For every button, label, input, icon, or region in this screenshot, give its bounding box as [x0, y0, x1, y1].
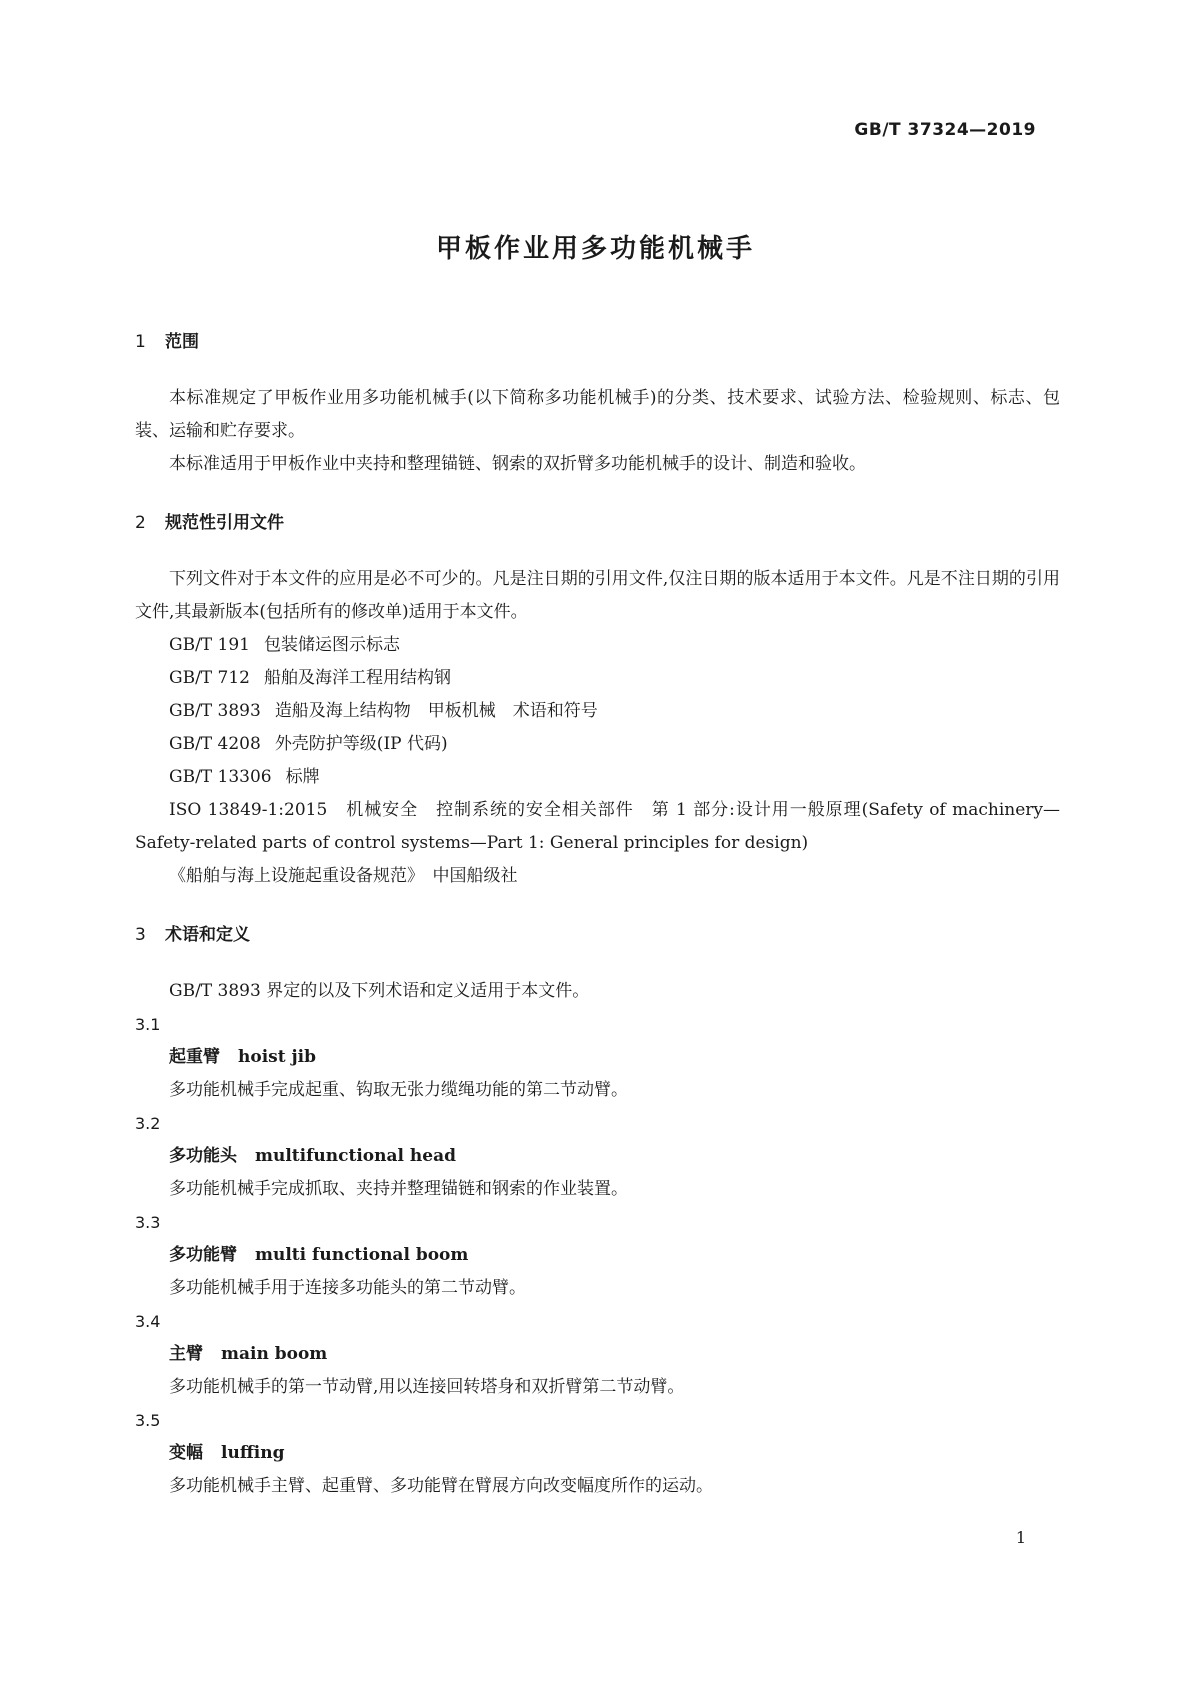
reference-code: GB/T 712 — [169, 668, 250, 688]
term-entry — [135, 1008, 1060, 1107]
term-entry — [135, 1305, 1060, 1404]
term-zh: 多功能臂 — [169, 1245, 237, 1265]
term-zh: 变幅 — [169, 1443, 203, 1463]
section-title: 范围 — [165, 332, 199, 352]
term-entry — [135, 1404, 1060, 1503]
section-title: 规范性引用文件 — [165, 513, 284, 533]
reference-code: GB/T 4208 — [169, 734, 261, 754]
reference-ccs: 《船舶与海上设施起重设备规范》 中国船级社 — [169, 866, 518, 886]
term-name — [135, 1437, 1060, 1470]
term-definition: 多功能机械手完成起重、钩取无张力缆绳功能的第二节动臂。 — [169, 1080, 628, 1100]
section-heading-scope — [135, 330, 1060, 354]
section-title: 术语和定义 — [165, 925, 250, 945]
reference-title: 标牌 — [285, 767, 320, 787]
scope-paragraph-2: 本标准适用于甲板作业中夹持和整理锚链、钢索的双折臂多功能机械手的设计、制造和验收。 — [169, 454, 866, 474]
section-number: 2 — [135, 513, 146, 533]
term-zh: 多功能头 — [169, 1146, 237, 1166]
term-number: 3.2 — [135, 1114, 161, 1133]
page-number: 1 — [1015, 1528, 1026, 1547]
reference-title: 包装储运图示标志 — [264, 635, 400, 655]
term-name — [135, 1140, 1060, 1173]
reference-item — [135, 761, 1060, 794]
section-number: 3 — [135, 925, 146, 945]
section-heading-normative — [135, 511, 1060, 535]
term-zh: 主臂 — [169, 1344, 203, 1364]
section-heading-terms — [135, 923, 1060, 947]
term-number: 3.5 — [135, 1411, 161, 1430]
document-body — [135, 330, 1060, 1503]
term-entry — [135, 1206, 1060, 1305]
term-definition: 多功能机械手用于连接多功能头的第二节动臂。 — [169, 1278, 526, 1298]
reference-iso: ISO 13849-1:2015 机械安全 控制系统的安全相关部件 第 1 部分:设计用一般原理(Safety of machinery—Safety-related parts of control systems—Part 1: General principles for design) — [135, 800, 1060, 853]
term-number: 3.3 — [135, 1213, 161, 1232]
reference-code: GB/T 191 — [169, 635, 250, 655]
term-entry — [135, 1107, 1060, 1206]
reference-item — [135, 629, 1060, 662]
standard-code: GB/T 37324—2019 — [854, 120, 1036, 140]
term-definition: 多功能机械手完成抓取、夹持并整理锚链和钢索的作业装置。 — [169, 1179, 628, 1199]
reference-code: GB/T 3893 — [169, 701, 261, 721]
term-en: hoist jib — [238, 1047, 316, 1067]
term-zh: 起重臂 — [169, 1047, 220, 1067]
normative-intro: 下列文件对于本文件的应用是必不可少的。凡是注日期的引用文件,仅注日期的版本适用于本文件。凡是不注日期的引用文件,其最新版本(包括所有的修改单)适用于本文件。 — [135, 569, 1060, 622]
term-definition: 多功能机械手主臂、起重臂、多功能臂在臂展方向改变幅度所作的运动。 — [169, 1476, 713, 1496]
term-en: luffing — [221, 1443, 285, 1463]
reference-title: 外壳防护等级(IP 代码) — [274, 734, 448, 754]
term-en: multifunctional head — [255, 1146, 456, 1166]
document-title: 甲板作业用多功能机械手 — [435, 234, 755, 264]
section-number: 1 — [135, 332, 146, 352]
term-number: 3.4 — [135, 1312, 161, 1331]
term-definition: 多功能机械手的第一节动臂,用以连接回转塔身和双折臂第二节动臂。 — [169, 1377, 685, 1397]
reference-title: 造船及海上结构物 甲板机械 术语和符号 — [274, 701, 598, 721]
scope-paragraph-1: 本标准规定了甲板作业用多功能机械手(以下简称多功能机械手)的分类、技术要求、试验方法、检验规则、标志、包装、运输和贮存要求。 — [135, 388, 1060, 441]
term-name — [135, 1338, 1060, 1371]
term-name — [135, 1239, 1060, 1272]
reference-item — [135, 662, 1060, 695]
reference-code: GB/T 13306 — [169, 767, 272, 787]
term-en: multi functional boom — [255, 1245, 469, 1265]
term-en: main boom — [221, 1344, 328, 1364]
reference-item — [135, 695, 1060, 728]
reference-title: 船舶及海洋工程用结构钢 — [264, 668, 451, 688]
terms-intro: GB/T 3893 界定的以及下列术语和定义适用于本文件。 — [169, 981, 590, 1001]
term-number: 3.1 — [135, 1015, 161, 1034]
term-name — [135, 1041, 1060, 1074]
reference-item — [135, 728, 1060, 761]
